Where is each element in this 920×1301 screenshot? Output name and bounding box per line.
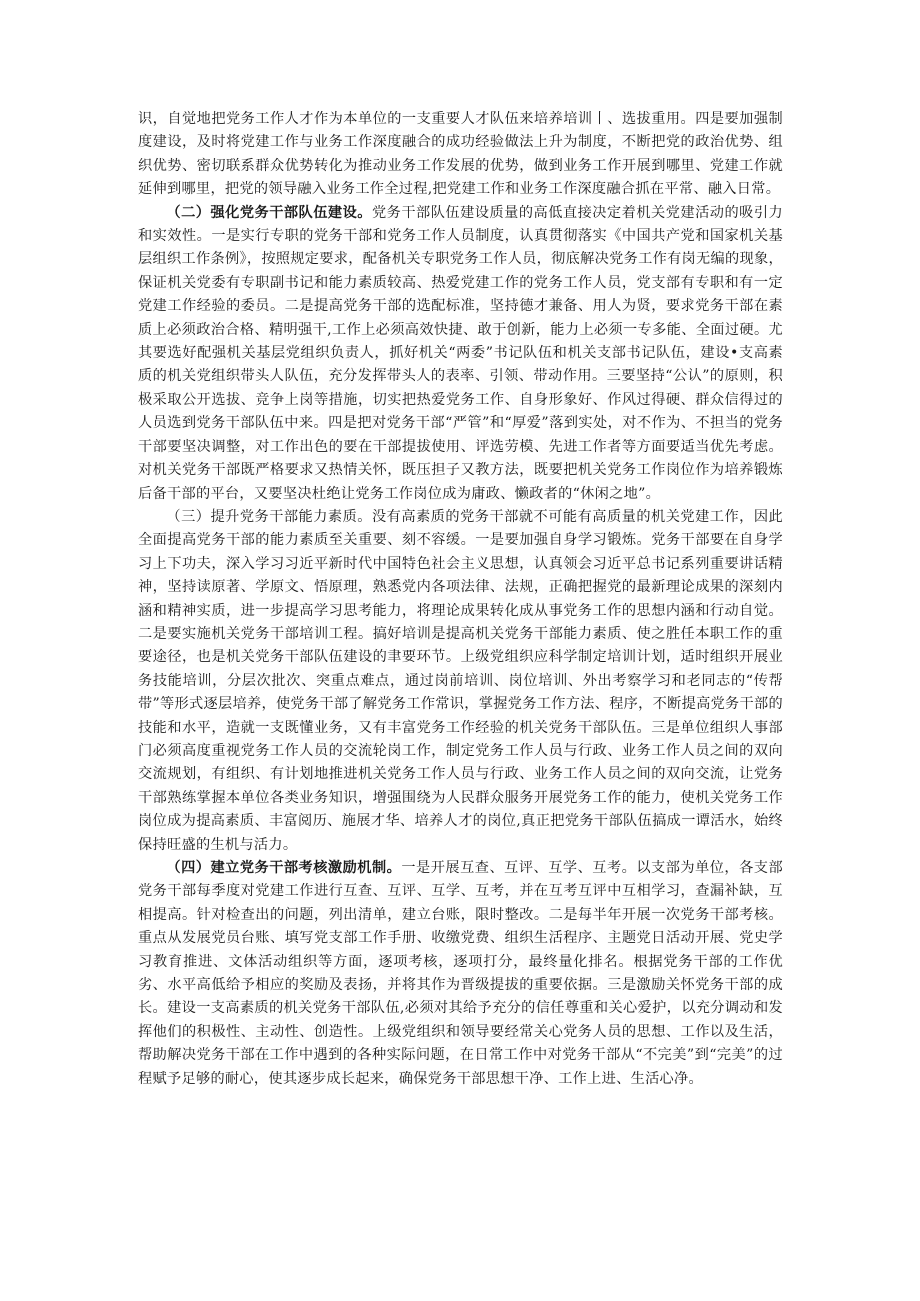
paragraph-text: （三）提升党务干部能力素质。没有高素质的党务干部就不可能有高质量的机关党建工作，因此全面提高党务干部的能力素质至关重要、刻不容缓。一是要加强自身学习锻炼。党务干部要在自身学习上下功夫，深入学习习近平新时代中国特色社会主义思想，认真领会习近平总书记系列重要讲话精神，坚持读原著、学原文、悟原理，熟悉党内各项法律、法规，正确把握党的最新理论成果的深刻内涵和精神实质，进一步提高学习思考能力，将理论成果转化成从事党务工作的思想内涵和行动自觉。二是要实施机关党务干部培训工程。搞好培训是提高机关党务干部能力素质、使之胜任本职工作的重要途径，也是机关党务干部队伍建设的聿要环节。上级党组织应科学制定培训计划，适时组织开展业务技能培训，分层次批次、突重点难点，通过岗前培训、岗位培训、外出考察学习和老同志的“传帮带”等形式逐层培养，使党务干部了解党务工作常识，掌握党务工作方法、程序，不断提高党务干部的技能和水平，造就一支既懂业务，又有丰富党务工作经验的机关党务干部队伍。三是单位组织人事部门必须高度重视党务工作人员的交流轮岗工作，制定党务工作人员与行政、业务工作人员之间的双向交流规划，有组织、有计划地推进机关党务工作人员与行政、业务工作人员之间的双向交流，让党务干部熟练掌握本单位各类业务知识，增强围绕为人民群众服务开展党务工作的能力，使机关党务工作岗位成为提高素质、丰富阅历、施展才华、培养人才的岗位,真正把党务干部队伍搞成一谭活水，始终保持旺盛的生机与活力。	[138, 508, 784, 853]
document-body	[138, 108, 783, 1091]
paragraph-text: 党务干部队伍建设质量的高低直接决定着机关党建活动的吸引力和实效性。一是实行专职的党务干部和党务工作人员制度，认真贯彻落实《中国共产党和国家机关基层组织工作条例》，按照规定要求，配备机关专职党务工作人员，彻底解决党务工作有岗无编的现象，保证机关党委有专职副书记和能力素质较高、热爱党建工作的党务工作人员，党支部有专职和有一定党建工作经验的委员。二是提高党务干部的选配标准，坚持德才兼备、用人为贤，要求党务干部在素质上必须政治合格、精明强干,工作上必须高效快捷、敢于创新，能力上必须一专多能、全面过硬。尤其要选好配强机关基层党组织负责人，抓好机关“两委”书记队伍和机关支部书记队伍，建设•支高素质的机关党组织带头人队伍，充分发挥带头人的表率、引领、带动作用。三要坚持“公认”的原则，积极采取公开选拔、竞争上岗等措施，切实把热爱党务工作、自身形象好、作风过得硬、群众信得过的人员选到党务干部队伍中来。四是把对党务干部“严管”和“厚爱”落到实处，对不作为、不担当的党务干部要坚决调整，对工作出色的要在干部提拔使用、评选劳模、先进工作者等方面要适当优先考虑。对机关党务干部既严格要求又热情关怀，既压担子又教方法，既要把机关党务工作岗位作为培养锻炼后备干部的平台，又要坚决杜绝让党务工作岗位成为庸政、懒政者的“休闲之地”。	[138, 204, 784, 502]
section-heading: （四）建立党务干部考核激励机制。	[166, 860, 402, 876]
section-heading: （二）强化党务干部队伍建设。	[166, 204, 372, 221]
paragraph-intro	[138, 108, 783, 202]
paragraph-section-3	[138, 506, 783, 857]
paragraph-section-4	[138, 857, 783, 1091]
paragraph-section-2	[138, 202, 783, 506]
paragraph-text: 一是开展互查、互评、互学、互考。以支部为单位，各支部党务干部每季度对党建工作进行互查、互评、互学、互考，并在互考互评中互相学习，查漏补缺，互相提高。针对检查出的问题，列出清单，建立台账，限时整改。二是每半年开展一次党务干部考核。重点从发展党员台账、填写党支部工作手册、收缴党费、组织生活程序、主题党日活动开展、党史学习教育推进、文体活动组织等方面，逐项考核，逐项打分，最终量化排名。根据党务干部的工作优劣、水平高低给予相应的奖励及表扬，并将其作为晋级提拔的重要依据。三是激励关怀党务干部的成长。建设一支高素质的机关党务干部队伍,必须对其给予充分的信任尊重和关心爱护，以充分调动和发挥他们的积极性、主动性、创造性。上级党组织和领导要经常关心党务人员的思想、工作以及生活，帮助解决党务干部在工作中遇到的各种实际问题，在日常工作中对党务干部从“不完美”到“完美”的过程赋予足够的耐心，使其逐步成长起来，确保党务干部思想干净、工作上进、生活心净。	[138, 860, 783, 1087]
paragraph-text: 识，自觉地把党务工作人才作为本单位的一支重要人才队伍来培养培训丨、选拔重用。四是要加强制度建设，及时将党建工作与业务工作深度融合的成功经验做法上升为制度，不断把党的政治优势、组织优势、密切联系群众优势转化为推动业务工作发展的优势，做到业务工作开展到哪里、党建工作就延伸到哪里，把党的领导融入业务工作全过程,把党建工作和业务工作深度融合抓在平常、融入日常。	[138, 111, 783, 198]
